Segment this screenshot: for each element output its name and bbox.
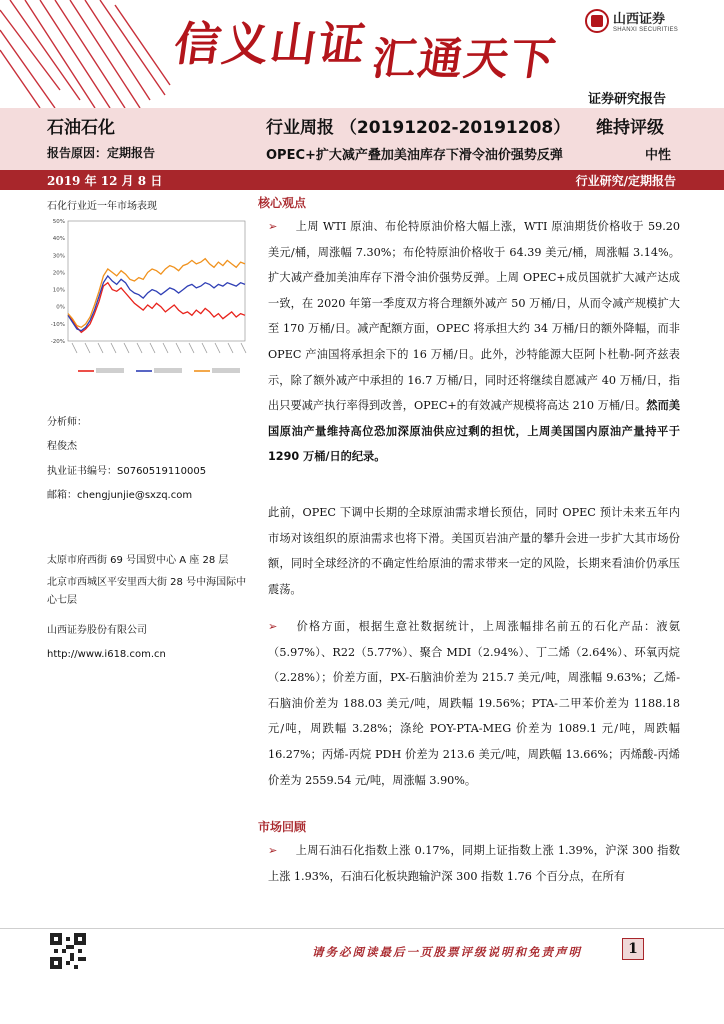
chart-svg: [40, 213, 250, 385]
market-performance-chart: [40, 213, 250, 385]
core-views-title: 核心观点: [258, 196, 307, 210]
x-tick-mark: [98, 343, 103, 353]
rating-value: 中性: [645, 148, 672, 163]
slogan: 信义山证汇通天下: [170, 17, 560, 85]
y-tick-label: 10%: [52, 287, 65, 294]
review-paragraph-1: ➢ 上周石油石化指数上涨 0.17%，同期上证指数上涨 1.39%，沪深 300 指数上涨 1.93%，石油石化板块跑输沪深 300 指数 1.76 个百分点，在所有: [268, 844, 680, 883]
core-bold-text: 然而美国原油产量维持高位恐加深原油供应过剩的担忧，上周美国国内原油产量持平于 1290 万桶/日的纪录。: [268, 399, 680, 464]
industry-title: 石油石化: [47, 118, 115, 138]
shanxi-securities-logo-icon: [585, 9, 609, 33]
core-paragraph-2: 此前，OPEC 下调中长期的全球原油需求增长预估，同时 OPEC 预计未来五年内市场对该组织的原油需求也将下滑。美国页岩油产量的攀升会进一步扩大其市场份额，同时全球经济的不确定性给原油的需求带来一定的风险，长期来看油价仍承压震荡。: [268, 506, 680, 596]
chart-title: 石化行业近一年市场表现: [47, 201, 157, 212]
x-tick-mark: [137, 343, 142, 353]
x-tick-mark: [85, 343, 90, 353]
x-tick-mark: [228, 343, 233, 353]
y-tick-label: 20%: [52, 270, 65, 277]
brand-name: 山西证券: [613, 12, 666, 27]
x-tick-mark: [189, 343, 194, 353]
y-tick-label: 30%: [52, 253, 65, 260]
report-kind: 证券研究报告: [588, 92, 667, 107]
report-category: 行业研究/定期报告: [575, 174, 676, 188]
bullet-arrow-icon: ➢: [268, 220, 278, 233]
x-tick-mark: [72, 343, 77, 353]
bullet-arrow-icon: ➢: [268, 844, 278, 857]
report-date: 2019 年 12 月 8 日: [47, 174, 163, 188]
report-reason: 报告原因：定期报告: [47, 146, 156, 160]
address-beijing: 北京市西城区平安里西大街 28 号中海国际中心七层: [47, 577, 247, 606]
date-bar: [0, 170, 724, 190]
header-banner: [0, 0, 724, 108]
analyst-name: 程俊杰: [47, 441, 77, 452]
analyst-label: 分析师：: [47, 417, 87, 428]
x-tick-mark: [176, 343, 181, 353]
brand-name-en: SHANXI SECURITIES: [613, 27, 679, 33]
core-paragraph-3: ➢ 价格方面，根据生意社数据统计，上周涨幅排名前五的石化产品：液氨（5.97%）、R22（5.77%）、聚合 MDI（2.94%）、丁二烯（2.64%）、环氧丙烷（2.28%）；价差方面，PX-石脑油价差为 215.7 美元/吨，周涨幅 9.63%；乙烯-石脑油价差为 188.03 美元/吨，周跌幅 19.56%；PTA-二甲苯价差为 1188.18 元/吨，周跌幅 3.28%；涤纶 POY-PTA-MEG 价差为 1089.1 元/吨，周跌幅 16.27%；丙烯-丙烷 PDH 价差为 213.6 美元/吨，周跌幅 13.66%；丙烯酸-丙烯价差为 2559.54 元/吨，周涨幅 3.90%。: [268, 620, 680, 787]
disclaimer: 请务必阅读最后一页股票评级说明和免责声明: [312, 945, 582, 959]
email: 邮箱：chengjunjie@sxzq.com: [47, 490, 193, 501]
series-line-1: [68, 283, 245, 333]
brand: [585, 8, 678, 33]
x-tick-mark: [241, 343, 246, 353]
x-tick-mark: [111, 343, 116, 353]
y-tick-label: 50%: [52, 219, 65, 225]
y-tick-label: -20%: [50, 339, 65, 345]
x-tick-mark: [202, 343, 207, 353]
company-name: 山西证券股份有限公司: [47, 625, 147, 636]
page-number: 1: [622, 938, 644, 960]
x-tick-mark: [124, 343, 129, 353]
x-tick-mark: [150, 343, 155, 353]
market-review-title: 市场回顾: [258, 820, 307, 834]
legend-label-2: [154, 368, 182, 373]
qr-code-icon: [50, 933, 86, 969]
x-tick-mark: [215, 343, 220, 353]
legend-label-1: [96, 368, 124, 373]
y-tick-label: -10%: [50, 321, 65, 328]
plot-frame: [68, 221, 245, 341]
y-tick-label: 0%: [56, 304, 65, 311]
rating-label: 维持评级: [596, 118, 664, 138]
headline: OPEC+扩大减产叠加美油库存下滑令油价强势反弹: [266, 148, 563, 163]
series-line-3: [68, 259, 245, 328]
x-tick-mark: [163, 343, 168, 353]
license-number: 执业证书编号：S0760519110005: [47, 466, 207, 477]
core-paragraph-1: ➢ 上周 WTI 原油、布伦特原油价格大幅上涨，WTI 原油期货价格收于 59.20 美元/桶，周涨幅 7.30%；布伦特原油价格收于 64.39 美元/桶，周涨幅 3.14%。扩大减产叠加美油库存下滑令油价强势反弹。上周 OPEC+成员国就扩大减产达成一致，在 2020 年第一季度双方将合理额外减产 50 万桶/日，从而令减产规模扩大至 170 万桶/日。减产配额方面，OPEC 将承担大约 34 万桶/日的额外降幅，而非 OPEC 产油国将承担余下的 16 万桶/日。此外，沙特能源大臣阿卜杜勒-阿齐兹表示，除了额外减产中承担的 16.7 万桶/日，同时还将继续自愿减产 40 万桶/日，指出只要减产执行率得到改善，OPEC+的有效减产规模将高达 210 万桶/日。然而美国原油产量维持高位恐加深原油供应过剩的担忧，上周美国国内原油产量持平于 1290 万桶/日的纪录。: [268, 220, 680, 464]
address-taiyuan: 太原市府西街 69 号国贸中心 A 座 28 层: [47, 555, 229, 566]
bullet-arrow-icon: ➢: [268, 620, 278, 633]
report-type: 行业周报 （20191202-20191208）: [266, 118, 571, 138]
y-tick-label: 40%: [52, 236, 65, 243]
legend-label-3: [212, 368, 240, 373]
website-link[interactable]: http://www.i618.com.cn: [47, 649, 166, 660]
decorative-lines: [0, 0, 180, 108]
footer-divider: [0, 928, 724, 929]
